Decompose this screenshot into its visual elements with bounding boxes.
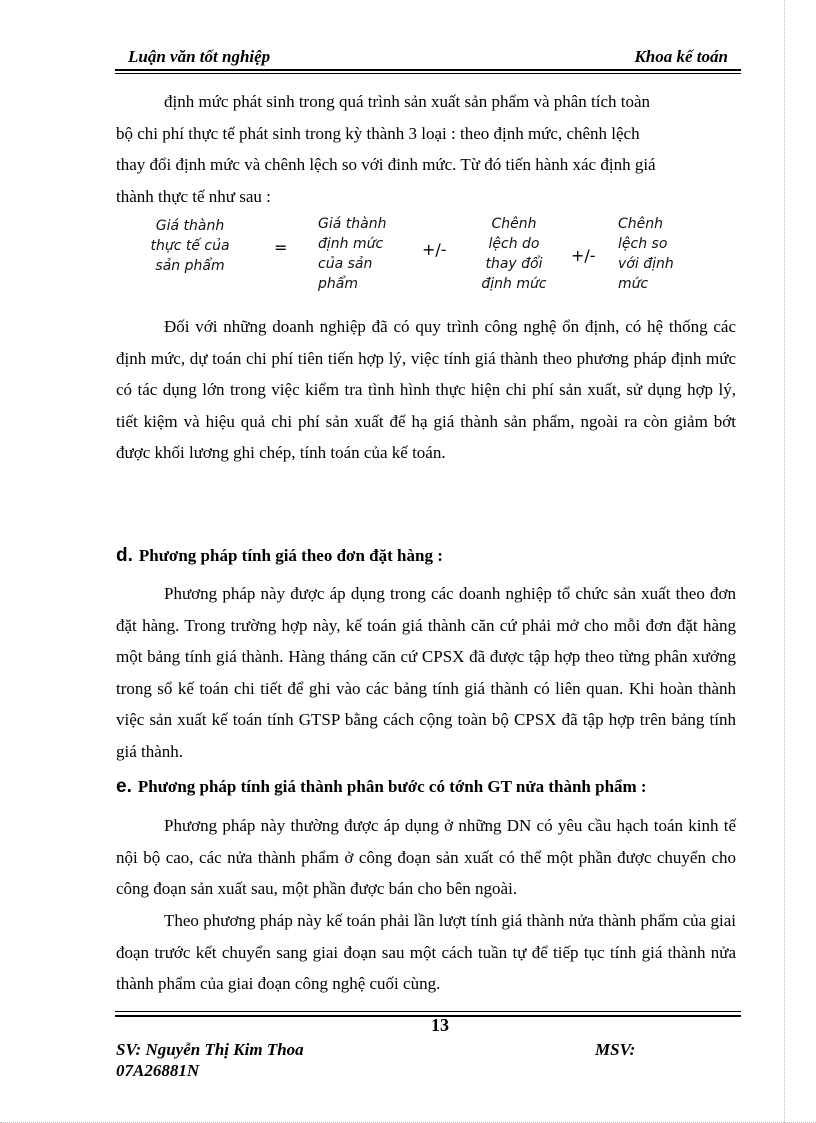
footer-author: SV: Nguyễn Thị Kim Thoa <box>116 1040 304 1059</box>
formula-equals: = <box>274 238 288 257</box>
paragraph-process-costing-detail: Theo phương pháp này kế toán phải lần lượt tính giá thành nửa thành phẩm của giai đoạn trước kết chuyển sang giai đoạn sau một cách tuần tự để tiếp tục tính giá thành nửa thành phẩm của giai đoạn công nghệ cuối cùng. <box>116 911 736 993</box>
section-e-heading: e. Phương pháp tính giá thành phân bước có tớnh GT nửa thành phẩm : <box>116 776 647 797</box>
header-rule-top <box>115 69 741 71</box>
paragraph-process-costing-intro: Phương pháp này thường được áp dụng ở những DN có yêu cầu hạch toán kinh tế nội bộ cao, các nửa thành phẩm ở công đoạn sản xuất có thể một phần được chuyển cho công đoạn sản xuất sau, một phần được bán cho bên ngoài. <box>116 816 736 898</box>
formula-lhs: Giá thành thực tế của sản phẩm <box>150 218 230 274</box>
paragraph-job-order-method: Phương pháp này được áp dụng trong các doanh nghiệp tổ chức sản xuất theo đơn đặt hàng. Trong trường hợp này, kế toán giá thành căn cứ phải mở cho mỗi đơn đặt hàng một bảng tính giá thành. Hàng tháng căn cứ CPSX đã được tập hợp theo từng phân xưởng trong sổ kế toán chi tiết để ghi vào các bảng tính giá thành có liên quan. Khi hoàn thành việc sản xuất kế toán tính GTSP bằng cách cộng toàn bộ CPSX đã tập hợp trên bảng tính giá thành. <box>116 584 736 761</box>
para1-line-2: bộ chi phí thực tế phát sinh trong kỳ thành 3 loại : theo định mức, chênh lệch <box>116 124 640 143</box>
formula-plus-minus-2: +/- <box>571 246 596 265</box>
paragraph-standard-cost-method: Đối với những doanh nghiệp đã có quy trình công nghệ ổn định, có hệ thống các định mức, dự toán chi phí tiên tiến hợp lý, việc tính giá thành theo phương pháp định mức có tác dụng lớn trong việc kiểm tra tình hình thực hiện chi phí sản xuất, sử dụng hợp lý, tiết kiệm và hiệu quả chi phí sản xuất để hạ giá thành sản phẩm, ngoài ra còn giảm bớt được khối lương ghi chép, tính toán của kế toán. <box>116 317 736 462</box>
header-rule-bottom <box>115 73 741 74</box>
para1-line-4: thành thực tế như sau : <box>116 187 271 206</box>
formula-term-change-variance: Chênh lệch do thay đổi định mức <box>481 216 547 292</box>
footer-student-code: 07A26881N <box>116 1061 200 1080</box>
header-right-title: Khoa kế toán <box>634 47 728 66</box>
footer-msv-label: MSV: <box>595 1040 636 1059</box>
formula-term-standard-cost: Giá thành định mức của sản phẩm <box>318 216 387 292</box>
formula-plus-minus-1: +/- <box>422 240 447 259</box>
para1-line-3: thay đổi định mức và chênh lệch so với đinh mức. Từ đó tiến hành xác định giá <box>116 155 656 174</box>
page-edge-right <box>784 0 785 1123</box>
header-left-title: Luận văn tốt nghiệp <box>128 47 271 66</box>
formula-term-standard-variance: Chênh lệch so với định mức <box>618 216 674 292</box>
footer-rule-top <box>115 1011 741 1012</box>
section-d-heading: d. Phương pháp tính giá theo đơn đặt hàng : <box>116 545 443 566</box>
para1-line-1: định mức phát sinh trong quá trình sản xuất sản phẩm và phân tích toàn <box>164 92 651 111</box>
page-number: 13 <box>431 1015 449 1035</box>
